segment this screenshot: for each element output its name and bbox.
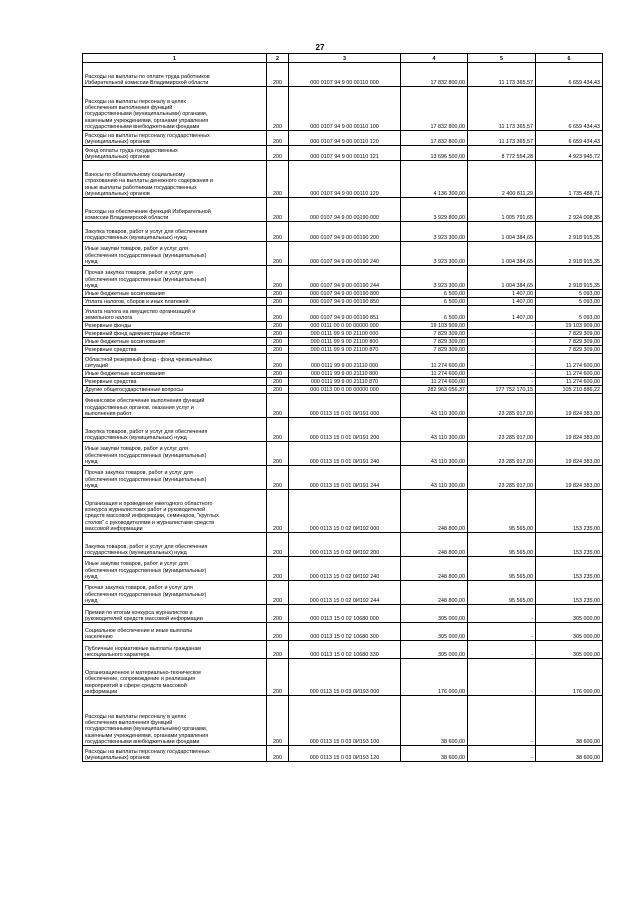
row-approved-amount: 7 829 309,00 — [401, 338, 468, 346]
column-header-unexecuted: 6 — [536, 54, 603, 63]
row-executed-amount: - — [468, 346, 536, 354]
row-name — [83, 322, 267, 330]
row-unexecuted-amount: 19 824 383,00 — [536, 418, 603, 442]
row-executed-amount: 11 173 365,57 — [468, 131, 536, 146]
row-unexecuted-amount: 7 829 309,00 — [536, 330, 603, 338]
row-line-code: 200 — [267, 131, 289, 146]
row-unexecuted-amount: 2 924 008,35 — [536, 198, 603, 222]
row-name-text: Иные бюджетные ассигнования — [85, 290, 165, 297]
row-line-code: 200 — [267, 746, 289, 762]
table-body — [83, 63, 603, 762]
row-executed-amount: 23 285 917,00 — [468, 442, 536, 466]
row-name — [83, 354, 267, 370]
row-classification-code: 000 0107 94 9 00 00110 000 — [289, 63, 401, 87]
row-line-code: 200 — [267, 322, 289, 330]
row-approved-amount: 38 600,00 — [401, 746, 468, 762]
table-row — [83, 266, 603, 290]
table-row — [83, 557, 603, 581]
row-executed-amount: 1 407,00 — [468, 290, 536, 298]
row-name — [83, 557, 267, 581]
row-name — [83, 623, 267, 641]
row-unexecuted-amount: 19 824 383,00 — [536, 466, 603, 490]
row-classification-code: 000 0113 15 0 02 10680 330 — [289, 641, 401, 659]
table-row — [83, 161, 603, 198]
row-name-text: Резервные фонды — [85, 322, 132, 329]
row-classification-code: 000 0111 99 9 00 21110 870 — [289, 378, 401, 386]
row-approved-amount: 6 500,00 — [401, 290, 468, 298]
row-approved-amount: 4 136 300,00 — [401, 161, 468, 198]
row-name-text: Расходы на выплаты персоналу в целях обеспечения выполнения функций государственными (муниципальными) органами, казенными учреждениями, органами управления государственными внебюджетными фондами — [85, 98, 209, 130]
row-name-text: Резервные средства — [85, 346, 137, 353]
row-name — [83, 346, 267, 354]
row-unexecuted-amount: 6 659 434,43 — [536, 63, 603, 87]
row-approved-amount: 17 832 800,00 — [401, 63, 468, 87]
row-line-code: 200 — [267, 198, 289, 222]
table-row — [83, 386, 603, 394]
row-executed-amount: - — [468, 378, 536, 386]
table-row — [83, 198, 603, 222]
row-unexecuted-amount: 2 918 915,35 — [536, 242, 603, 266]
table-row — [83, 63, 603, 87]
row-name-text: Другие общегосударственные вопросы — [85, 386, 183, 393]
row-executed-amount: 1 004 384,65 — [468, 242, 536, 266]
table-row — [83, 746, 603, 762]
row-approved-amount: 3 923 300,00 — [401, 222, 468, 242]
table-row — [83, 131, 603, 146]
row-approved-amount: 305 000,00 — [401, 641, 468, 659]
row-approved-amount: 6 500,00 — [401, 306, 468, 322]
row-name-text: Организационное и материально-техническое обеспечение, сопровождение и реализация мероприятий в сфере средств массовой информации — [85, 670, 202, 695]
row-line-code: 200 — [267, 605, 289, 623]
row-line-code: 200 — [267, 290, 289, 298]
row-name-text: Резервные средства — [85, 378, 137, 385]
row-name-text: Социальное обеспечение и иные выплаты населению — [85, 627, 193, 640]
row-name-text: Публичные нормативные выплаты гражданам несоциального характера — [85, 645, 201, 658]
row-name-text: Расходы на выплаты по оплате труда работников Избирательной комиссии Владимирской области — [85, 73, 210, 86]
row-name — [83, 386, 267, 394]
table-row — [83, 346, 603, 354]
row-name — [83, 378, 267, 386]
row-executed-amount: - — [468, 696, 536, 746]
column-header-classification-code: 3 — [289, 54, 401, 63]
table-row — [83, 442, 603, 466]
row-line-code: 200 — [267, 354, 289, 370]
row-classification-code: 000 0107 94 9 00 00190 800 — [289, 290, 401, 298]
row-line-code: 200 — [267, 659, 289, 696]
row-executed-amount: 1 005 791,65 — [468, 198, 536, 222]
row-name — [83, 266, 267, 290]
row-approved-amount: 13 696 500,00 — [401, 146, 468, 161]
row-classification-code: 000 0113 15 0 01 0И191 244 — [289, 466, 401, 490]
row-unexecuted-amount: 153 235,00 — [536, 557, 603, 581]
table-row — [83, 659, 603, 696]
row-name-text: Премии по итогам конкурса журналистов и руководителей средств массовой информации — [85, 609, 203, 622]
row-executed-amount: 23 285 917,00 — [468, 418, 536, 442]
table-row — [83, 466, 603, 490]
row-approved-amount: 11 274 600,00 — [401, 378, 468, 386]
row-classification-code: 000 0113 15 0 01 0И191 200 — [289, 418, 401, 442]
table-row — [83, 378, 603, 386]
row-executed-amount: 11 173 365,57 — [468, 63, 536, 87]
table-row — [83, 696, 603, 746]
column-header-name: 1 — [83, 54, 267, 63]
row-name-text: Расходы на выплаты персоналу государственных (муниципальных) органов — [85, 748, 210, 761]
row-unexecuted-amount: 305 000,00 — [536, 605, 603, 623]
row-classification-code: 000 0113 00 0 00 00000 000 — [289, 386, 401, 394]
table-row — [83, 338, 603, 346]
row-name-text: Фонд оплаты труда государственных (муниципальных) органов — [85, 147, 178, 160]
row-name-text: Уплата налогов, сборов и иных платежей — [85, 298, 189, 305]
table-row — [83, 490, 603, 533]
table-row — [83, 330, 603, 338]
row-name-text: Расходы на обеспечение функций Избирательной комиссии Владимирской области — [85, 208, 211, 221]
row-classification-code: 000 0107 94 9 00 00110 121 — [289, 146, 401, 161]
column-header-approved: 4 — [401, 54, 468, 63]
row-line-code: 200 — [267, 696, 289, 746]
row-approved-amount: 17 832 800,00 — [401, 131, 468, 146]
row-line-code: 200 — [267, 298, 289, 306]
table-row — [83, 146, 603, 161]
row-line-code: 200 — [267, 161, 289, 198]
row-line-code: 200 — [267, 386, 289, 394]
row-line-code: 200 — [267, 533, 289, 557]
row-unexecuted-amount: 19 824 383,00 — [536, 442, 603, 466]
row-line-code: 200 — [267, 146, 289, 161]
row-name-text: Иные закупки товаров, работ и услуг для обеспечения государственных (муниципальных) нужд — [85, 446, 207, 465]
row-classification-code: 000 0107 94 9 00 00190 850 — [289, 298, 401, 306]
row-name-text: Закупка товаров, работ и услуг для обеспечения государственных (муниципальных) нужд — [85, 228, 208, 241]
row-classification-code: 000 0111 99 9 00 21110 000 — [289, 354, 401, 370]
row-name-text: Прочая закупка товаров, работ и услуг для обеспечения государственных (муниципальных) нужд — [85, 270, 207, 289]
row-name-text: Иные закупки товаров, работ и услуг для обеспечения государственных (муниципальных) нужд — [85, 246, 207, 265]
table-row — [83, 290, 603, 298]
row-name — [83, 605, 267, 623]
row-name-text: Взносы по обязательному социальному страхованию на выплаты денежного содержания и иные выплаты работникам государственных (муниципальных) органов — [85, 172, 213, 197]
row-name-text: Прочая закупка товаров, работ и услуг для обеспечения государственных (муниципальных) нужд — [85, 470, 207, 489]
row-executed-amount: 1 004 384,65 — [468, 222, 536, 242]
row-line-code: 200 — [267, 87, 289, 131]
table-row — [83, 306, 603, 322]
table-row — [83, 298, 603, 306]
row-classification-code: 000 0111 99 9 00 21100 800 — [289, 338, 401, 346]
table-row — [83, 394, 603, 418]
row-executed-amount: 23 285 917,00 — [468, 466, 536, 490]
row-approved-amount: 248 800,00 — [401, 581, 468, 605]
row-name — [83, 659, 267, 696]
row-line-code: 200 — [267, 266, 289, 290]
row-unexecuted-amount: 19 824 383,00 — [536, 394, 603, 418]
row-approved-amount: 248 800,00 — [401, 557, 468, 581]
row-classification-code: 000 0113 15 0 02 0И192 000 — [289, 490, 401, 533]
row-classification-code: 000 0113 15 0 01 0И191 240 — [289, 442, 401, 466]
row-approved-amount: 17 832 800,00 — [401, 87, 468, 131]
row-unexecuted-amount: 305 000,00 — [536, 641, 603, 659]
row-line-code: 200 — [267, 418, 289, 442]
page-number: 27 — [315, 43, 325, 52]
row-unexecuted-amount: 7 829 309,00 — [536, 346, 603, 354]
row-classification-code: 000 0113 15 0 02 10680 000 — [289, 605, 401, 623]
row-name-text: Иные бюджетные ассигнования — [85, 338, 165, 345]
row-unexecuted-amount: 5 093,00 — [536, 290, 603, 298]
row-executed-amount: 8 772 554,28 — [468, 146, 536, 161]
row-executed-amount: 177 752 170,15 — [468, 386, 536, 394]
row-classification-code: 000 0113 15 0 02 10680 300 — [289, 623, 401, 641]
row-executed-amount: 23 285 917,00 — [468, 394, 536, 418]
row-name-text: Организация и проведение ежегодного областного конкурса журналистских работ и руководителей средств массовой информации, семинаров, "круглых столов" с руководителями и журналистами средств массовой информации — [85, 500, 219, 532]
row-name — [83, 581, 267, 605]
row-name — [83, 161, 267, 198]
table-row — [83, 354, 603, 370]
row-line-code: 200 — [267, 394, 289, 418]
row-line-code: 200 — [267, 222, 289, 242]
row-line-code: 200 — [267, 641, 289, 659]
row-line-code: 200 — [267, 306, 289, 322]
row-name — [83, 394, 267, 418]
row-unexecuted-amount: 19 103 909,00 — [536, 322, 603, 330]
row-approved-amount: 6 500,00 — [401, 298, 468, 306]
row-name — [83, 290, 267, 298]
row-unexecuted-amount: 4 923 945,72 — [536, 146, 603, 161]
row-unexecuted-amount: 1 735 488,71 — [536, 161, 603, 198]
row-name — [83, 442, 267, 466]
row-approved-amount: 282 963 056,37 — [401, 386, 468, 394]
row-executed-amount: - — [468, 605, 536, 623]
row-executed-amount: - — [468, 330, 536, 338]
table-row — [83, 641, 603, 659]
row-name-text: Уплата налога на имущество организаций и земельного налога — [85, 308, 196, 321]
row-name — [83, 490, 267, 533]
row-classification-code: 000 0107 94 9 00 00110 120 — [289, 131, 401, 146]
row-line-code: 200 — [267, 466, 289, 490]
row-name — [83, 641, 267, 659]
row-unexecuted-amount: 176 000,00 — [536, 659, 603, 696]
row-classification-code: 000 0111 00 0 00 00000 000 — [289, 322, 401, 330]
row-executed-amount: 2 400 811,29 — [468, 161, 536, 198]
row-name — [83, 146, 267, 161]
row-name — [83, 87, 267, 131]
row-unexecuted-amount: 2 918 915,35 — [536, 266, 603, 290]
row-name — [83, 298, 267, 306]
row-classification-code: 000 0107 94 9 00 00110 129 — [289, 161, 401, 198]
row-name-text: Закупка товаров, работ и услуг для обеспечения государственных (муниципальных) нужд — [85, 543, 208, 556]
row-executed-amount: - — [468, 641, 536, 659]
row-classification-code: 000 0113 15 0 03 0И193 120 — [289, 746, 401, 762]
row-approved-amount: 7 829 309,00 — [401, 330, 468, 338]
row-unexecuted-amount: 5 093,00 — [536, 306, 603, 322]
row-name — [83, 370, 267, 378]
row-line-code: 200 — [267, 338, 289, 346]
row-classification-code: 000 0107 94 9 00 00190 200 — [289, 222, 401, 242]
row-line-code: 200 — [267, 346, 289, 354]
row-classification-code: 000 0107 94 9 00 00190 851 — [289, 306, 401, 322]
row-line-code: 200 — [267, 581, 289, 605]
row-executed-amount: 1 407,00 — [468, 298, 536, 306]
row-approved-amount: 3 923 300,00 — [401, 266, 468, 290]
row-executed-amount: - — [468, 623, 536, 641]
table-row — [83, 533, 603, 557]
row-name — [83, 131, 267, 146]
table-row — [83, 418, 603, 442]
row-line-code: 200 — [267, 378, 289, 386]
row-approved-amount: 11 274 600,00 — [401, 354, 468, 370]
row-unexecuted-amount: 11 274 600,00 — [536, 378, 603, 386]
row-unexecuted-amount: 11 274 600,00 — [536, 354, 603, 370]
table-row — [83, 581, 603, 605]
row-unexecuted-amount: 5 093,00 — [536, 298, 603, 306]
row-name-text: Иные бюджетные ассигнования — [85, 370, 165, 377]
row-unexecuted-amount: 153 235,00 — [536, 490, 603, 533]
row-unexecuted-amount: 105 210 886,22 — [536, 386, 603, 394]
row-line-code: 200 — [267, 490, 289, 533]
row-executed-amount: 11 173 365,57 — [468, 87, 536, 131]
row-unexecuted-amount: 153 235,00 — [536, 581, 603, 605]
row-executed-amount: 95 565,00 — [468, 533, 536, 557]
table-row — [83, 322, 603, 330]
row-classification-code: 000 0113 15 0 02 0И192 200 — [289, 533, 401, 557]
row-name-text: Областной резервный фонд - фонд чрезвычайных ситуаций — [85, 356, 212, 369]
row-name-text: Расходы на выплаты персоналу государственных (муниципальных) органов — [85, 132, 210, 145]
row-classification-code: 000 0107 94 9 00 00190 244 — [289, 266, 401, 290]
table-header-row — [83, 54, 603, 63]
row-classification-code: 000 0111 99 9 00 21110 800 — [289, 370, 401, 378]
table-row — [83, 605, 603, 623]
row-unexecuted-amount: 11 274 600,00 — [536, 370, 603, 378]
budget-execution-table — [82, 53, 603, 762]
row-approved-amount: 3 929 800,00 — [401, 198, 468, 222]
column-header-line-code: 2 — [267, 54, 289, 63]
row-approved-amount: 11 274 600,00 — [401, 370, 468, 378]
row-name — [83, 418, 267, 442]
column-header-executed: 5 — [468, 54, 536, 63]
row-line-code: 200 — [267, 242, 289, 266]
row-classification-code: 000 0113 15 0 03 0И193 100 — [289, 696, 401, 746]
row-classification-code: 000 0113 15 0 02 0И192 240 — [289, 557, 401, 581]
row-classification-code: 000 0113 15 0 01 0И191 000 — [289, 394, 401, 418]
row-name — [83, 746, 267, 762]
row-classification-code: 000 0107 94 9 00 00190 240 — [289, 242, 401, 266]
row-executed-amount: 1 407,00 — [468, 306, 536, 322]
row-executed-amount: - — [468, 322, 536, 330]
row-classification-code: 000 0113 15 0 02 0И192 244 — [289, 581, 401, 605]
row-unexecuted-amount: 6 659 434,43 — [536, 87, 603, 131]
table-row — [83, 87, 603, 131]
row-approved-amount: 43 110 300,00 — [401, 394, 468, 418]
row-name — [83, 466, 267, 490]
row-executed-amount: - — [468, 659, 536, 696]
row-executed-amount: - — [468, 338, 536, 346]
row-approved-amount: 305 000,00 — [401, 623, 468, 641]
row-executed-amount: 95 565,00 — [468, 490, 536, 533]
row-name-text: Прочая закупка товаров, работ и услуг для обеспечения государственных (муниципальных) нужд — [85, 585, 207, 604]
table-row — [83, 623, 603, 641]
row-classification-code: 000 0107 94 9 00 00190 000 — [289, 198, 401, 222]
row-classification-code: 000 0107 94 9 00 00110 100 — [289, 87, 401, 131]
table-row — [83, 370, 603, 378]
row-unexecuted-amount: 38 600,00 — [536, 746, 603, 762]
row-name — [83, 222, 267, 242]
row-classification-code: 000 0111 99 9 00 21100 000 — [289, 330, 401, 338]
row-unexecuted-amount: 2 918 915,35 — [536, 222, 603, 242]
row-name-text: Резервный фонд администрации области — [85, 330, 190, 337]
row-classification-code: 000 0113 15 0 03 0И193 000 — [289, 659, 401, 696]
row-line-code: 200 — [267, 330, 289, 338]
row-line-code: 200 — [267, 623, 289, 641]
table-row — [83, 242, 603, 266]
row-approved-amount: 305 000,00 — [401, 605, 468, 623]
row-line-code: 200 — [267, 442, 289, 466]
row-unexecuted-amount: 38 600,00 — [536, 696, 603, 746]
row-unexecuted-amount: 305 000,00 — [536, 623, 603, 641]
row-executed-amount: - — [468, 746, 536, 762]
row-executed-amount: 1 004 384,65 — [468, 266, 536, 290]
row-name-text: Иные закупки товаров, работ и услуг для обеспечения государственных (муниципальных) нужд — [85, 561, 207, 580]
row-classification-code: 000 0111 99 9 00 21100 870 — [289, 346, 401, 354]
row-name-text: Расходы на выплаты персоналу в целях обеспечения выполнения функций государственными (муниципальными) органами, казенными учреждениями, органами управления государственными внебюджетными фондами — [85, 713, 209, 745]
row-approved-amount: 43 110 300,00 — [401, 442, 468, 466]
row-line-code: 200 — [267, 370, 289, 378]
row-executed-amount: - — [468, 354, 536, 370]
row-executed-amount: 95 565,00 — [468, 557, 536, 581]
row-unexecuted-amount: 153 235,00 — [536, 533, 603, 557]
row-approved-amount: 176 000,00 — [401, 659, 468, 696]
row-line-code: 200 — [267, 557, 289, 581]
row-unexecuted-amount: 6 659 434,43 — [536, 131, 603, 146]
row-approved-amount: 248 800,00 — [401, 490, 468, 533]
row-approved-amount: 3 923 300,00 — [401, 242, 468, 266]
row-approved-amount: 7 829 309,00 — [401, 346, 468, 354]
row-name — [83, 330, 267, 338]
row-unexecuted-amount: 7 829 309,00 — [536, 338, 603, 346]
row-line-code: 200 — [267, 63, 289, 87]
row-name — [83, 63, 267, 87]
row-approved-amount: 19 103 909,00 — [401, 322, 468, 330]
row-name — [83, 533, 267, 557]
table-row — [83, 222, 603, 242]
row-name — [83, 242, 267, 266]
row-name-text: Закупка товаров, работ и услуг для обеспечения государственных (муниципальных) нужд — [85, 428, 208, 441]
row-executed-amount: 95 565,00 — [468, 581, 536, 605]
row-name — [83, 198, 267, 222]
row-approved-amount: 43 110 300,00 — [401, 466, 468, 490]
row-approved-amount: 38 600,00 — [401, 696, 468, 746]
row-approved-amount: 43 110 300,00 — [401, 418, 468, 442]
row-approved-amount: 248 800,00 — [401, 533, 468, 557]
row-executed-amount: - — [468, 370, 536, 378]
row-name — [83, 696, 267, 746]
row-name — [83, 306, 267, 322]
row-name-text: Финансовое обеспечение выполнения функций государственных органов, оказания услуг и выполнения работ — [85, 398, 205, 417]
row-name — [83, 338, 267, 346]
